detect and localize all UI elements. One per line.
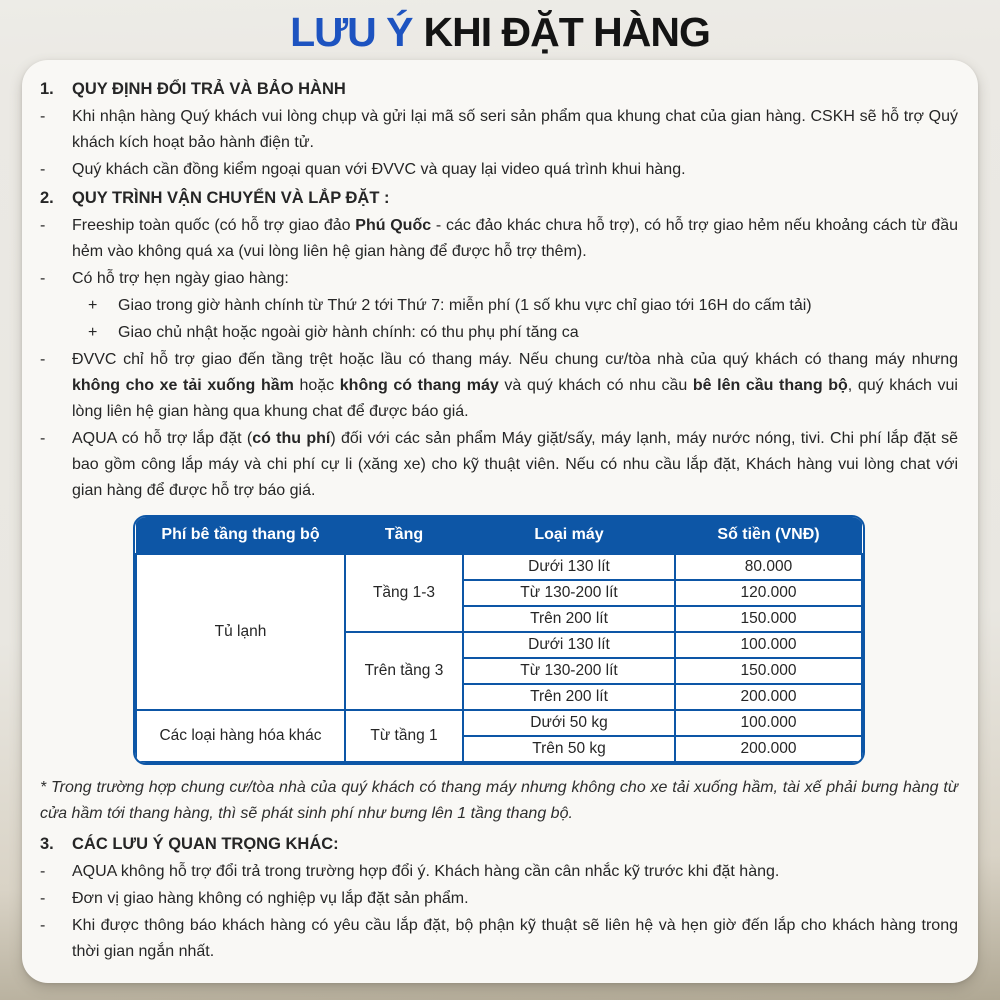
emphasized-text: không cho xe tải xuống hầm — [72, 377, 294, 394]
bullet-marker: + — [88, 297, 98, 314]
list-item — [40, 859, 958, 885]
list-item-text — [72, 104, 958, 156]
list-item-text — [118, 293, 958, 319]
bullet-marker: + — [88, 324, 98, 341]
text-segment: Giao trong giờ hành chính từ Thứ 2 tới Thứ 7: miễn phí (1 số khu vực chỉ giao tới 16H do cấm tải) — [118, 297, 812, 314]
bullet-marker: - — [40, 217, 46, 234]
page-header — [0, 0, 1000, 60]
price-cell: 150.000 — [675, 606, 862, 632]
list-item — [40, 104, 958, 156]
text-segment: Freeship toàn quốc (có hỗ trợ giao đảo — [72, 217, 356, 234]
page-title — [0, 9, 1000, 55]
list-item-text — [72, 859, 958, 885]
machine-type-cell: Từ 130-200 lít — [463, 658, 675, 684]
list-item-text — [72, 347, 958, 425]
list-item-text — [72, 213, 958, 265]
machine-type-cell: Trên 50 kg — [463, 736, 675, 762]
machine-type-cell: Trên 200 lít — [463, 684, 675, 710]
notice-card — [22, 60, 978, 983]
section-number: 2. — [40, 189, 54, 207]
machine-type-cell: Từ 130-200 lít — [463, 580, 675, 606]
emphasized-text: không có thang máy — [339, 377, 499, 394]
bullet-marker: - — [40, 108, 46, 125]
text-segment: Khi nhận hàng Quý khách vui lòng chụp và gửi lại mã số seri sản phẩm qua khung chat của gian hàng. CSKH sẽ hỗ trợ Quý khách kích hoạt bảo hành điện tử. — [72, 108, 958, 151]
fee-table-wrapper — [133, 515, 865, 765]
fee-table — [135, 517, 863, 763]
section-title: QUY ĐỊNH ĐỔI TRẢ VÀ BẢO HÀNH — [72, 80, 346, 98]
list-item — [40, 347, 958, 425]
section-heading — [40, 185, 958, 212]
text-segment: ) đối với các sản phẩm Máy giặt/sấy, máy lạnh, máy nước nóng, tivi. Chi phí lắp đặt sẽ bao gồm công lắp máy và chi phí cự li (xăng xe) cho kỹ thuật viên. Nếu có nhu cầu lắp đặt, Khách hàng vui lòng chat với gian hàng để được hỗ trợ báo giá. — [72, 430, 958, 499]
price-cell: 120.000 — [675, 580, 862, 606]
emphasized-text: có thu phí — [252, 430, 331, 447]
section-title: CÁC LƯU Ý QUAN TRỌNG KHÁC: — [72, 835, 339, 853]
bullet-marker: - — [40, 917, 46, 934]
list-item-text — [72, 266, 958, 292]
list-item-text — [72, 157, 958, 183]
bullet-marker: - — [40, 430, 46, 447]
price-cell: 150.000 — [675, 658, 862, 684]
list-item — [40, 886, 958, 912]
list-item-text — [72, 886, 958, 912]
column-header: Số tiền (VNĐ) — [675, 517, 862, 554]
sub-list-item — [88, 293, 958, 319]
list-item-text — [72, 426, 958, 504]
machine-type-cell: Dưới 130 lít — [463, 554, 675, 580]
column-header: Phí bê tầng thang bộ — [136, 517, 345, 554]
text-segment: và quý khách có nhu cầu — [498, 377, 693, 394]
table-row — [136, 710, 862, 736]
bullet-marker: - — [40, 161, 46, 178]
footnote: * Trong trường hợp chung cư/tòa nhà của quý khách có thang máy nhưng không cho xe tải xuống hầm, tài xế phải bưng hàng từ cửa hầm tới thang hàng, thì sẽ phát sinh phí như bưng lên 1 tầng thang bộ. — [40, 779, 958, 822]
price-cell: 100.000 — [675, 632, 862, 658]
text-segment: Quý khách cần đồng kiểm ngoại quan với ĐVVC và quay lại video quá trình khui hàng. — [72, 161, 686, 178]
list-item — [40, 266, 958, 292]
list-item — [40, 913, 958, 965]
text-segment: Đơn vị giao hàng không có nghiệp vụ lắp đặt sản phẩm. — [72, 890, 469, 907]
category-cell: Các loại hàng hóa khác — [136, 710, 345, 762]
emphasized-text: bê lên cầu thang bộ — [692, 377, 848, 394]
emphasized-text: Phú Quốc — [355, 217, 432, 234]
sub-list-item — [88, 320, 958, 346]
list-item-text — [72, 913, 958, 965]
table-row — [136, 554, 862, 580]
text-segment: Khi được thông báo khách hàng có yêu cầu lắp đặt, bộ phận kỹ thuật sẽ liên hệ và hẹn giờ đến lắp cho khách hàng trong thời gian ngắn nhất. — [72, 917, 958, 960]
bullet-marker: - — [40, 863, 46, 880]
bullet-marker: - — [40, 270, 46, 287]
machine-type-cell: Dưới 130 lít — [463, 632, 675, 658]
text-segment: AQUA không hỗ trợ đổi trả trong trường hợp đổi ý. Khách hàng cần cân nhắc kỹ trước khi đặt hàng. — [72, 863, 780, 880]
machine-type-cell: Trên 200 lít — [463, 606, 675, 632]
text-segment: - các đảo khác chưa hỗ trợ), có hỗ trợ giao hẻm nếu khoảng cách từ đầu hẻm vào không quá xa (vui lòng liên hệ gian hàng để được hỗ trợ thêm). — [72, 217, 958, 260]
floor-cell: Từ tầng 1 — [345, 710, 463, 762]
column-header: Tầng — [345, 517, 463, 554]
list-item — [40, 426, 958, 504]
page-title-rest: KHI ĐẶT HÀNG — [423, 9, 710, 55]
section-number: 3. — [40, 835, 54, 853]
floor-cell: Tầng 1-3 — [345, 554, 463, 632]
price-cell: 200.000 — [675, 684, 862, 710]
column-header: Loại máy — [463, 517, 675, 554]
bullet-marker: - — [40, 351, 46, 368]
list-item — [40, 157, 958, 183]
fee-table-head — [136, 517, 862, 554]
list-item — [40, 213, 958, 265]
section-number: 1. — [40, 80, 54, 98]
floor-cell: Trên tầng 3 — [345, 632, 463, 710]
fee-table-body — [136, 554, 862, 762]
machine-type-cell: Dưới 50 kg — [463, 710, 675, 736]
text-segment: AQUA có hỗ trợ lắp đặt ( — [72, 430, 253, 447]
price-cell: 80.000 — [675, 554, 862, 580]
text-segment: Có hỗ trợ hẹn ngày giao hàng: — [72, 270, 289, 287]
table-header-row — [136, 517, 862, 554]
section-heading — [40, 76, 958, 103]
page-title-highlight: LƯU Ý — [290, 9, 413, 55]
text-segment: ĐVVC chỉ hỗ trợ giao đến tầng trệt hoặc lầu có thang máy. Nếu chung cư/tòa nhà của quý khách có thang máy nhưng — [72, 351, 958, 368]
text-segment: , quý khách vui lòng liên hệ gian hàng qua khung chat để được báo giá. — [72, 377, 958, 420]
text-segment: Giao chủ nhật hoặc ngoài giờ hành chính: có thu phụ phí tăng ca — [118, 324, 579, 341]
price-cell: 100.000 — [675, 710, 862, 736]
text-segment: hoặc — [293, 377, 340, 394]
section-heading — [40, 831, 958, 858]
list-item-text — [118, 320, 958, 346]
category-cell: Tủ lạnh — [136, 554, 345, 710]
bullet-marker: - — [40, 890, 46, 907]
price-cell: 200.000 — [675, 736, 862, 762]
section-title: QUY TRÌNH VẬN CHUYỂN VÀ LẮP ĐẶT : — [72, 189, 390, 207]
